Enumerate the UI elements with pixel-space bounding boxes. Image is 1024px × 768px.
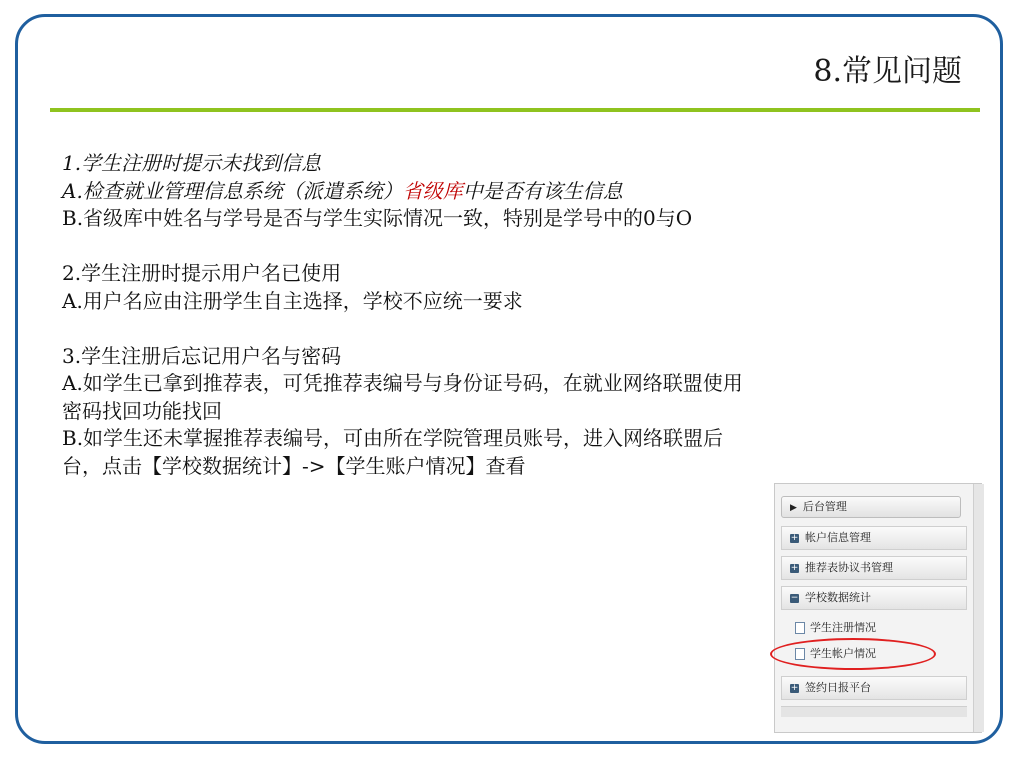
expand-plus-icon: + [790, 562, 799, 573]
triangle-right-icon: ▶ [790, 503, 797, 513]
q1-answer-a-prefix: A.检查就业管理信息系统（派遣系统） [62, 178, 403, 203]
admin-backend-header[interactable] [781, 496, 961, 518]
admin-backend-label: 后台管理 [802, 500, 847, 513]
sub-item-label: 学生帐户情况 [810, 647, 876, 660]
menu-item-signing-daily[interactable] [781, 676, 967, 700]
menu-item-label: 签约日报平台 [805, 681, 871, 694]
menu-item-label: 学校数据统计 [805, 591, 871, 604]
expand-plus-icon: + [790, 682, 799, 693]
menu-item-label: 推荐表协议书管理 [805, 561, 893, 574]
q3-answer-b: B.如学生还未掌握推荐表编号，可由所在学院管理员账号，进入网络联盟后台，点击【学校数据统计】->【学生账户情况】查看 [62, 426, 724, 478]
menu-item-account-info[interactable] [781, 526, 967, 550]
q1-title: 1.学生注册时提示未找到信息 [62, 151, 322, 175]
sub-item-label: 学生注册情况 [810, 621, 876, 634]
q1-answer-a-highlight: 省级库 [402, 178, 463, 203]
expand-plus-icon: + [790, 532, 799, 543]
q1-answer-a [62, 178, 762, 206]
q3-answer-a: A.如学生已拿到推荐表，可凭推荐表编号与身份证号码，在就业网络联盟使用密码找回功能找回 [62, 371, 743, 423]
slide-title: 8.常见问题 [813, 54, 962, 89]
inset-footer-bar [781, 706, 967, 717]
menu-item-recommendation[interactable] [781, 556, 967, 580]
menu-item-school-stats[interactable] [781, 586, 967, 610]
faq-content [62, 150, 762, 480]
q3-title: 3.学生注册后忘记用户名与密码 [62, 343, 342, 368]
document-icon [795, 622, 805, 634]
menu-item-label: 帐户信息管理 [805, 531, 871, 544]
q1-answer-a-suffix: 中是否有该生信息 [462, 178, 623, 203]
q2-answer-a: A.用户名应由注册学生自主选择，学校不应统一要求 [62, 288, 523, 313]
title-divider [50, 108, 980, 112]
q1-answer-b: B.省级库中姓名与学号是否与学生实际情况一致，特别是学号中的0与O [62, 206, 693, 230]
admin-menu-screenshot [774, 483, 982, 733]
inset-scroll-strip [973, 484, 984, 732]
highlight-ellipse [770, 638, 936, 670]
q2-title: 2.学生注册时提示用户名已使用 [62, 261, 342, 285]
sub-item-student-registration[interactable] [795, 620, 876, 636]
collapse-minus-icon: − [790, 592, 799, 603]
